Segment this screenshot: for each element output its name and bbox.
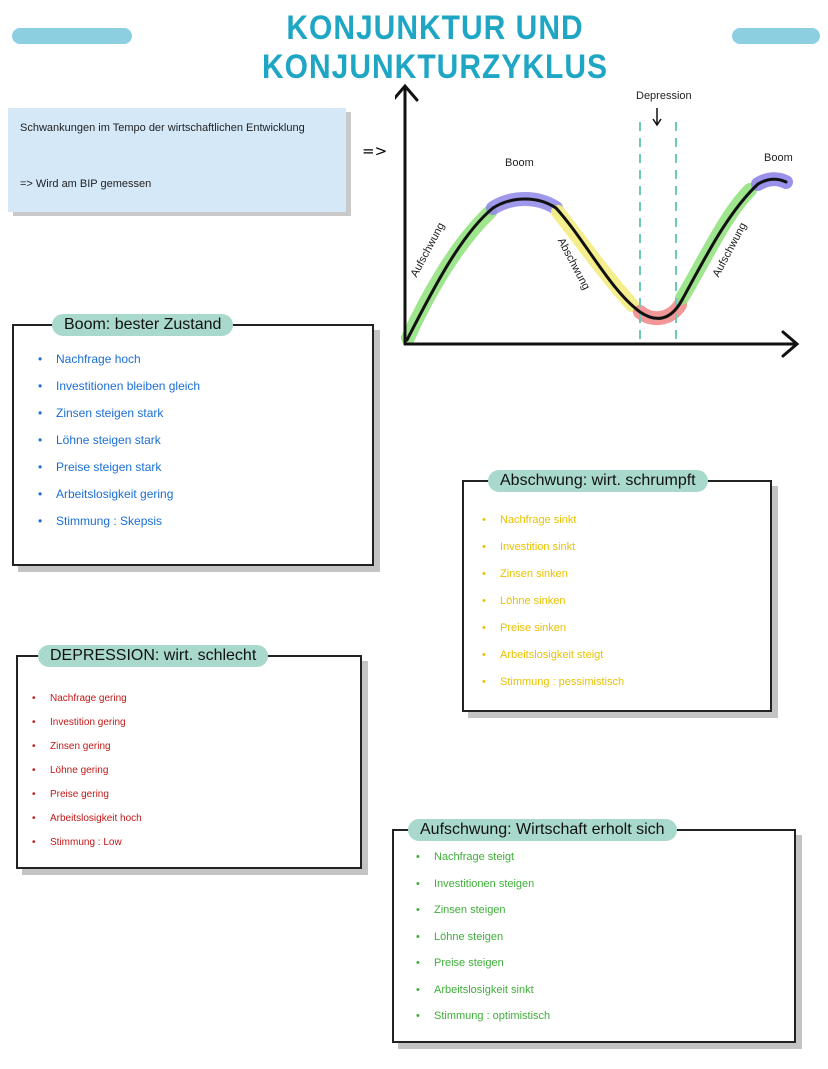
abschwung-box-title: Abschwung: wirt. schrumpft <box>488 470 708 492</box>
definition-box <box>8 108 346 212</box>
label-boom-right: Boom <box>764 152 793 164</box>
list-item: • Nachfrage hoch <box>56 352 200 379</box>
label-boom-left: Boom <box>505 157 534 169</box>
list-item: • Preise gering <box>50 789 142 813</box>
list-item: • Nachfrage gering <box>50 693 142 717</box>
aufschwung-box <box>392 821 796 1043</box>
list-item: • Nachfrage steigt <box>434 851 550 878</box>
list-item: • Löhne gering <box>50 765 142 789</box>
aufschwung-box-title: Aufschwung: Wirtschaft erholt sich <box>408 819 677 841</box>
label-depression: Depression <box>636 90 692 102</box>
aufschwung-list <box>434 851 550 1037</box>
title-bar-right <box>732 28 820 44</box>
list-item: • Zinsen steigen stark <box>56 406 200 433</box>
list-item: • Löhne steigen <box>434 931 550 958</box>
abschwung-box <box>462 472 772 712</box>
boom-box <box>12 316 374 566</box>
depression-box <box>16 647 362 869</box>
list-item: • Preise sinken <box>500 622 624 649</box>
list-item: • Zinsen gering <box>50 741 142 765</box>
label-aufschwung-right: Aufschwung <box>710 220 750 280</box>
list-item: • Nachfrage sinkt <box>500 514 624 541</box>
list-item: • Preise steigen <box>434 957 550 984</box>
list-item: • Zinsen sinken <box>500 568 624 595</box>
list-item: • Stimmung : Skepsis <box>56 514 200 541</box>
depression-box-title: DEPRESSION: wirt. schlecht <box>38 645 268 667</box>
list-item: • Investitionen steigen <box>434 878 550 905</box>
list-item: • Stimmung : pessimistisch <box>500 676 624 703</box>
list-item: • Arbeitslosigkeit steigt <box>500 649 624 676</box>
list-item: • Löhne steigen stark <box>56 433 200 460</box>
list-item: • Stimmung : Low <box>50 837 142 861</box>
depression-list <box>50 693 142 861</box>
boom-list <box>56 352 200 541</box>
list-item: • Investitionen bleiben gleich <box>56 379 200 406</box>
label-abschwung: Abschwung <box>554 236 593 292</box>
list-item: • Investition sinkt <box>500 541 624 568</box>
page-title: KONJUNKTUR UND KONJUNKTURZYKLUS <box>262 8 608 86</box>
definition-measure: => Wird am BIP gemessen <box>20 178 152 190</box>
abschwung-list <box>500 514 624 703</box>
list-item: • Arbeitslosigkeit gering <box>56 487 200 514</box>
list-item: • Preise steigen stark <box>56 460 200 487</box>
boom-box-title: Boom: bester Zustand <box>52 314 233 336</box>
arrow-to-chart: => <box>362 142 388 160</box>
list-item: • Arbeitslosigkeit hoch <box>50 813 142 837</box>
list-item: • Stimmung : optimistisch <box>434 1010 550 1037</box>
list-item: • Löhne sinken <box>500 595 624 622</box>
list-item: • Zinsen steigen <box>434 904 550 931</box>
label-aufschwung-left: Aufschwung <box>408 220 448 280</box>
title-bar-left <box>12 28 132 44</box>
definition-text: Schwankungen im Tempo der wirtschaftlichen Entwicklung <box>20 122 305 134</box>
list-item: • Investition gering <box>50 717 142 741</box>
list-item: • Arbeitslosigkeit sinkt <box>434 984 550 1011</box>
